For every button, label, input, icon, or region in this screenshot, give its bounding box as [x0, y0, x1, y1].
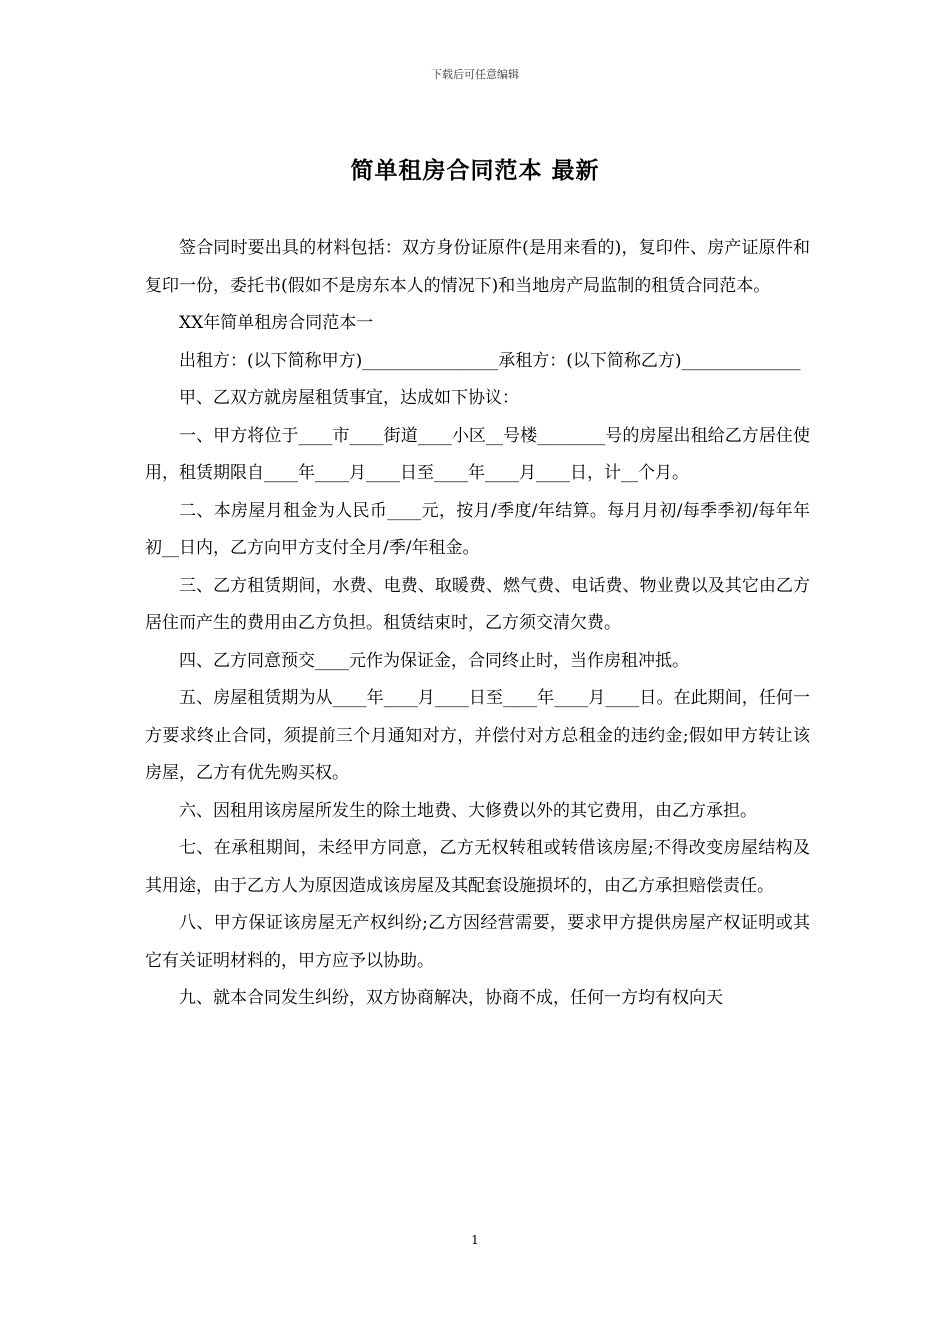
- clause-5: 五、房屋租赁期为从____年____月____日至____年____月____日。在此期间，任何一方要求终止合同，须提前三个月通知对方，并偿付对方总租金的违约金;假如甲方转让该房屋，乙方有优先购买权。: [145, 688, 810, 783]
- header-note: 下载后可任意编辑: [431, 68, 519, 81]
- clause-4: 四、乙方同意预交____元作为保证金，合同终止时，当作房租冲抵。: [179, 650, 689, 671]
- clause-9: 九、就本合同发生纠纷，双方协商解决，协商不成，任何一方均有权向天: [179, 988, 723, 1008]
- paragraph-materials: 签合同时要出具的材料包括：双方身份证原件(是用来看的)，复印件、房产证原件和复印一份，委托书(假如不是房东本人的情况下)和当地房产局监制的租赁合同范本。: [145, 238, 810, 296]
- clause-7: 七、在承租期间，未经甲方同意，乙方无权转租或转借该房屋;不得改变房屋结构及其用途，由于乙方人为原因造成该房屋及其配套设施损坏的，由乙方承担赔偿责任。: [145, 838, 810, 896]
- clause-2: 二、本房屋月租金为人民币____元，按月/季度/年结算。每月月初/每季季初/每年年初__日内，乙方向甲方支付全月/季/年租金。: [145, 500, 810, 558]
- paragraph-contract-heading: XX年简单租房合同范本一: [179, 313, 374, 333]
- clause-8: 八、甲方保证该房屋无产权纠纷;乙方因经营需要，要求甲方提供房屋产权证明或其它有关证明材料的，甲方应予以协助。: [145, 913, 810, 971]
- clause-1: 一、甲方将位于____市____街道____小区__号楼________号的房屋出租给乙方居住使用，租赁期限自____年____月____日至____年____月____日，计__个月。: [145, 425, 810, 483]
- document-title: 简单租房合同范本 最新: [350, 157, 600, 184]
- document-body: [145, 230, 810, 1018]
- paragraph-agreement-intro: 甲、乙双方就房屋租赁事宜，达成如下协议：: [179, 388, 519, 408]
- page-number: 1: [471, 1233, 479, 1247]
- clause-3: 三、乙方租赁期间，水费、电费、取暖费、燃气费、电话费、物业费以及其它由乙方居住而产生的费用由乙方负担。租赁结束时，乙方须交清欠费。: [145, 575, 810, 633]
- paragraph-parties: 出租方：(以下简称甲方)________________承租方：(以下简称乙方)______________: [179, 350, 801, 371]
- clause-6: 六、因租用该房屋所发生的除土地费、大修费以外的其它费用，由乙方承担。: [179, 800, 757, 821]
